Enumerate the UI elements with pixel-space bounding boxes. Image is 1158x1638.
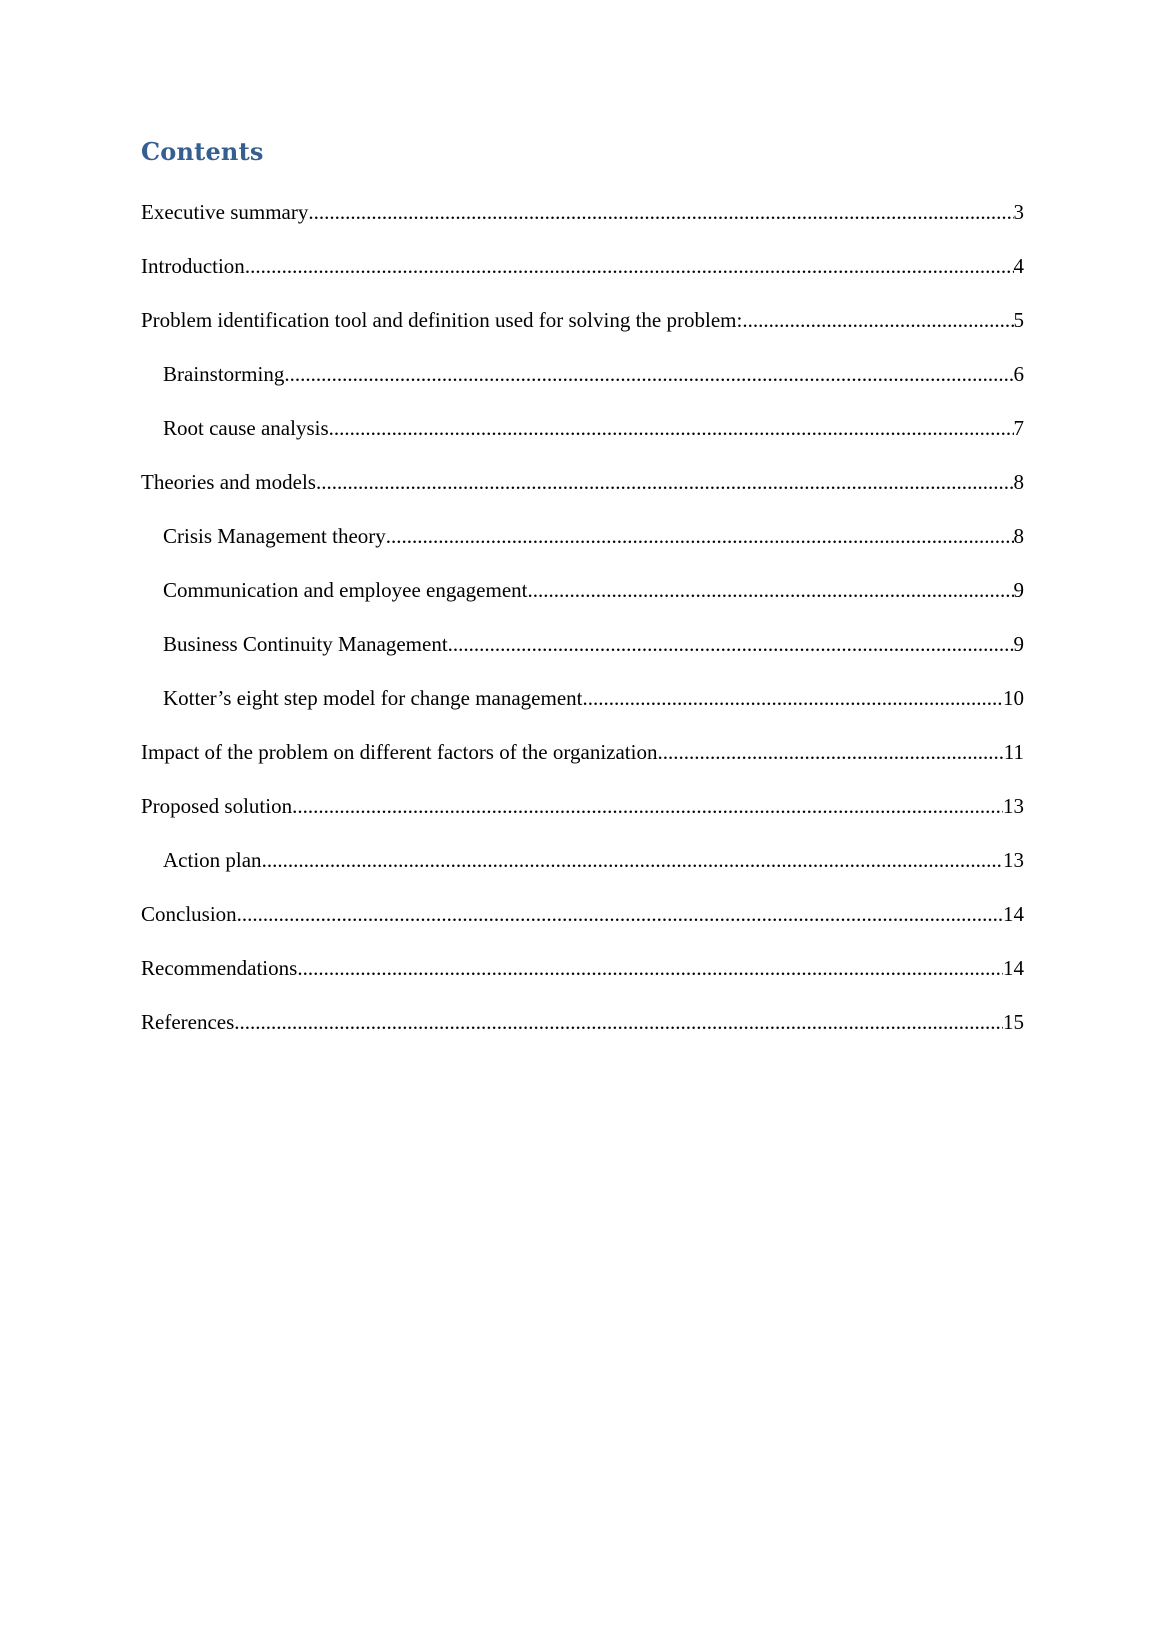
toc-dot-leader xyxy=(527,578,1013,603)
toc-dot-leader xyxy=(292,794,1003,819)
toc-entry-page-number: 8 xyxy=(1013,524,1024,548)
toc-entry-title: Action plan xyxy=(163,848,262,872)
toc-entry-title: Business Continuity Management xyxy=(163,632,448,656)
toc-entry-business-continuity[interactable] xyxy=(141,632,1024,686)
toc-entry-page-number: 9 xyxy=(1013,632,1024,656)
toc-entry-references[interactable] xyxy=(141,1010,1024,1064)
toc-entry-page-number: 4 xyxy=(1013,254,1024,278)
toc-entry-title: Crisis Management theory xyxy=(163,524,386,548)
toc-dot-leader xyxy=(234,1010,1003,1035)
toc-entry-problem-identification[interactable] xyxy=(141,308,1024,362)
toc-entry-title: Proposed solution xyxy=(141,794,293,818)
toc-entry-page-number: 3 xyxy=(1013,200,1024,224)
toc-dot-leader xyxy=(237,902,1003,927)
toc-entry-theories-and-models[interactable] xyxy=(141,470,1024,524)
toc-dot-leader xyxy=(245,254,1014,279)
toc-entry-executive-summary[interactable] xyxy=(141,200,1024,254)
toc-entry-crisis-management-theory[interactable] xyxy=(141,524,1024,578)
toc-entry-brainstorming[interactable] xyxy=(141,362,1024,416)
toc-entry-page-number: 7 xyxy=(1013,416,1024,440)
toc-entry-title: Kotter’s eight step model for change management xyxy=(163,686,583,710)
toc-entry-title: Impact of the problem on different factors of the organization xyxy=(141,740,658,764)
toc-dot-leader xyxy=(329,416,1014,441)
toc-entry-title: Introduction xyxy=(141,254,245,278)
toc-entry-page-number: 14 xyxy=(1003,902,1024,926)
toc-entry-title: Problem identification tool and definition used for solving the problem: xyxy=(141,308,743,332)
toc-entry-kotter-model[interactable] xyxy=(141,686,1024,740)
toc-dot-leader xyxy=(297,956,1003,981)
toc-dot-leader xyxy=(262,848,1003,873)
toc-entry-page-number: 11 xyxy=(1003,740,1024,764)
toc-entry-page-number: 9 xyxy=(1013,578,1024,602)
toc-entry-page-number: 10 xyxy=(1003,686,1024,710)
toc-dot-leader xyxy=(448,632,1014,657)
toc-dot-leader xyxy=(308,200,1013,225)
toc-dot-leader xyxy=(284,362,1013,387)
toc-dot-leader xyxy=(742,308,1013,333)
toc-dot-leader xyxy=(582,686,1003,711)
toc-entry-title: Executive summary xyxy=(141,200,309,224)
toc-entry-page-number: 8 xyxy=(1013,470,1024,494)
toc-entry-title: Root cause analysis xyxy=(163,416,329,440)
toc-entry-title: Conclusion xyxy=(141,902,237,926)
toc-entry-impact-of-problem[interactable] xyxy=(141,740,1024,794)
toc-entry-communication-engagement[interactable] xyxy=(141,578,1024,632)
toc-entry-action-plan[interactable] xyxy=(141,848,1024,902)
toc-entry-title: Recommendations xyxy=(141,956,298,980)
toc-entry-proposed-solution[interactable] xyxy=(141,794,1024,848)
toc-entry-page-number: 15 xyxy=(1003,1010,1024,1034)
toc-entry-page-number: 6 xyxy=(1013,362,1024,386)
toc-entry-conclusion[interactable] xyxy=(141,902,1024,956)
toc-dot-leader xyxy=(386,524,1014,549)
toc-entry-introduction[interactable] xyxy=(141,254,1024,308)
toc-dot-leader xyxy=(316,470,1014,495)
toc-dot-leader xyxy=(657,740,1003,765)
toc-entry-title: References xyxy=(141,1010,235,1034)
toc-entry-page-number: 14 xyxy=(1003,956,1024,980)
table-of-contents xyxy=(141,200,1024,1064)
toc-entry-recommendations[interactable] xyxy=(141,956,1024,1010)
toc-entry-page-number: 13 xyxy=(1003,794,1024,818)
toc-entry-title: Communication and employee engagement xyxy=(163,578,528,602)
toc-entry-title: Brainstorming xyxy=(163,362,285,386)
toc-entry-page-number: 5 xyxy=(1013,308,1024,332)
toc-entry-root-cause-analysis[interactable] xyxy=(141,416,1024,470)
toc-entry-title: Theories and models xyxy=(141,470,316,494)
toc-heading: Contents xyxy=(141,137,264,166)
toc-entry-page-number: 13 xyxy=(1003,848,1024,872)
